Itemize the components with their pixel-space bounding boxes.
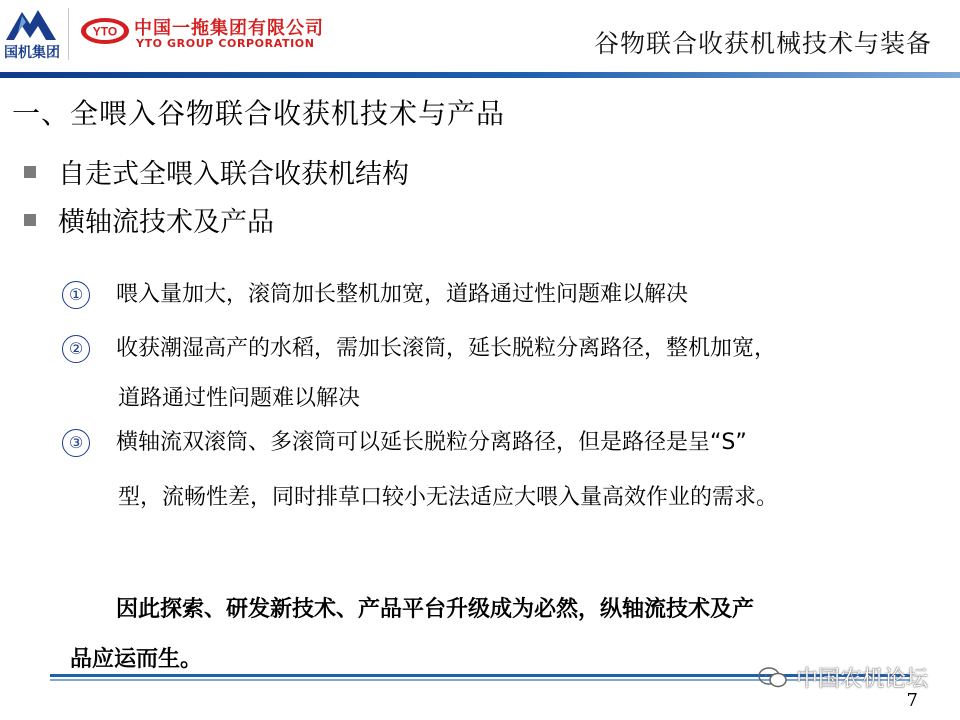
item-number: ② xyxy=(62,335,90,363)
item-text-continued: 道路通过性问题难以解决 xyxy=(118,386,361,411)
sinomach-label: 国机集团 xyxy=(4,45,60,61)
square-bullet-icon xyxy=(24,166,36,178)
bullet-text: 自走式全喂入联合收获机结构 xyxy=(58,159,409,190)
conclusion-line: 因此探索、研发新技术、产品平台升级成为必然，纵轴流技术及产 xyxy=(116,597,755,622)
item-text: 喂入量加大，滚筒加长整机加宽，道路通过性问题难以解决 xyxy=(116,282,689,307)
numbered-item xyxy=(62,326,776,372)
bullet-item xyxy=(24,200,274,239)
header-accent-bar xyxy=(0,72,960,78)
yto-company-name-cn: 中国一拖集团有限公司 xyxy=(134,18,324,39)
yto-company-name-en: YTO GROUP CORPORATION xyxy=(136,37,315,50)
header-divider xyxy=(68,8,69,60)
page-number: 7 xyxy=(906,690,918,711)
yto-logo-icon xyxy=(80,16,130,46)
watermark xyxy=(758,662,928,693)
yto-logo-text: YTO xyxy=(92,24,118,39)
section-title: 一、全喂入谷物联合收获机技术与产品 xyxy=(12,97,506,130)
conclusion-line: 品应运而生。 xyxy=(70,647,203,672)
wechat-icon xyxy=(758,667,788,689)
item-text-continued: 型，流畅性差，同时排草口较小无法适应大喂入量高效作业的需求。 xyxy=(118,485,779,510)
square-bullet-icon xyxy=(24,214,36,226)
bullet-text: 横轴流技术及产品 xyxy=(58,207,274,238)
item-text: 横轴流双滚筒、多滚筒可以延长脱粒分离路径，但是路径是呈“S” xyxy=(116,430,747,455)
item-text: 收获潮湿高产的水稻，需加长滚筒，延长脱粒分离路径，整机加宽， xyxy=(116,336,777,361)
header xyxy=(0,0,960,72)
numbered-item xyxy=(62,420,747,466)
item-number: ③ xyxy=(62,429,90,457)
bullet-item xyxy=(24,152,409,191)
deck-title: 谷物联合收获机械技术与装备 xyxy=(593,29,932,58)
watermark-text: 中国农机论坛 xyxy=(795,667,928,692)
numbered-item xyxy=(62,272,688,318)
item-number: ① xyxy=(62,281,90,309)
